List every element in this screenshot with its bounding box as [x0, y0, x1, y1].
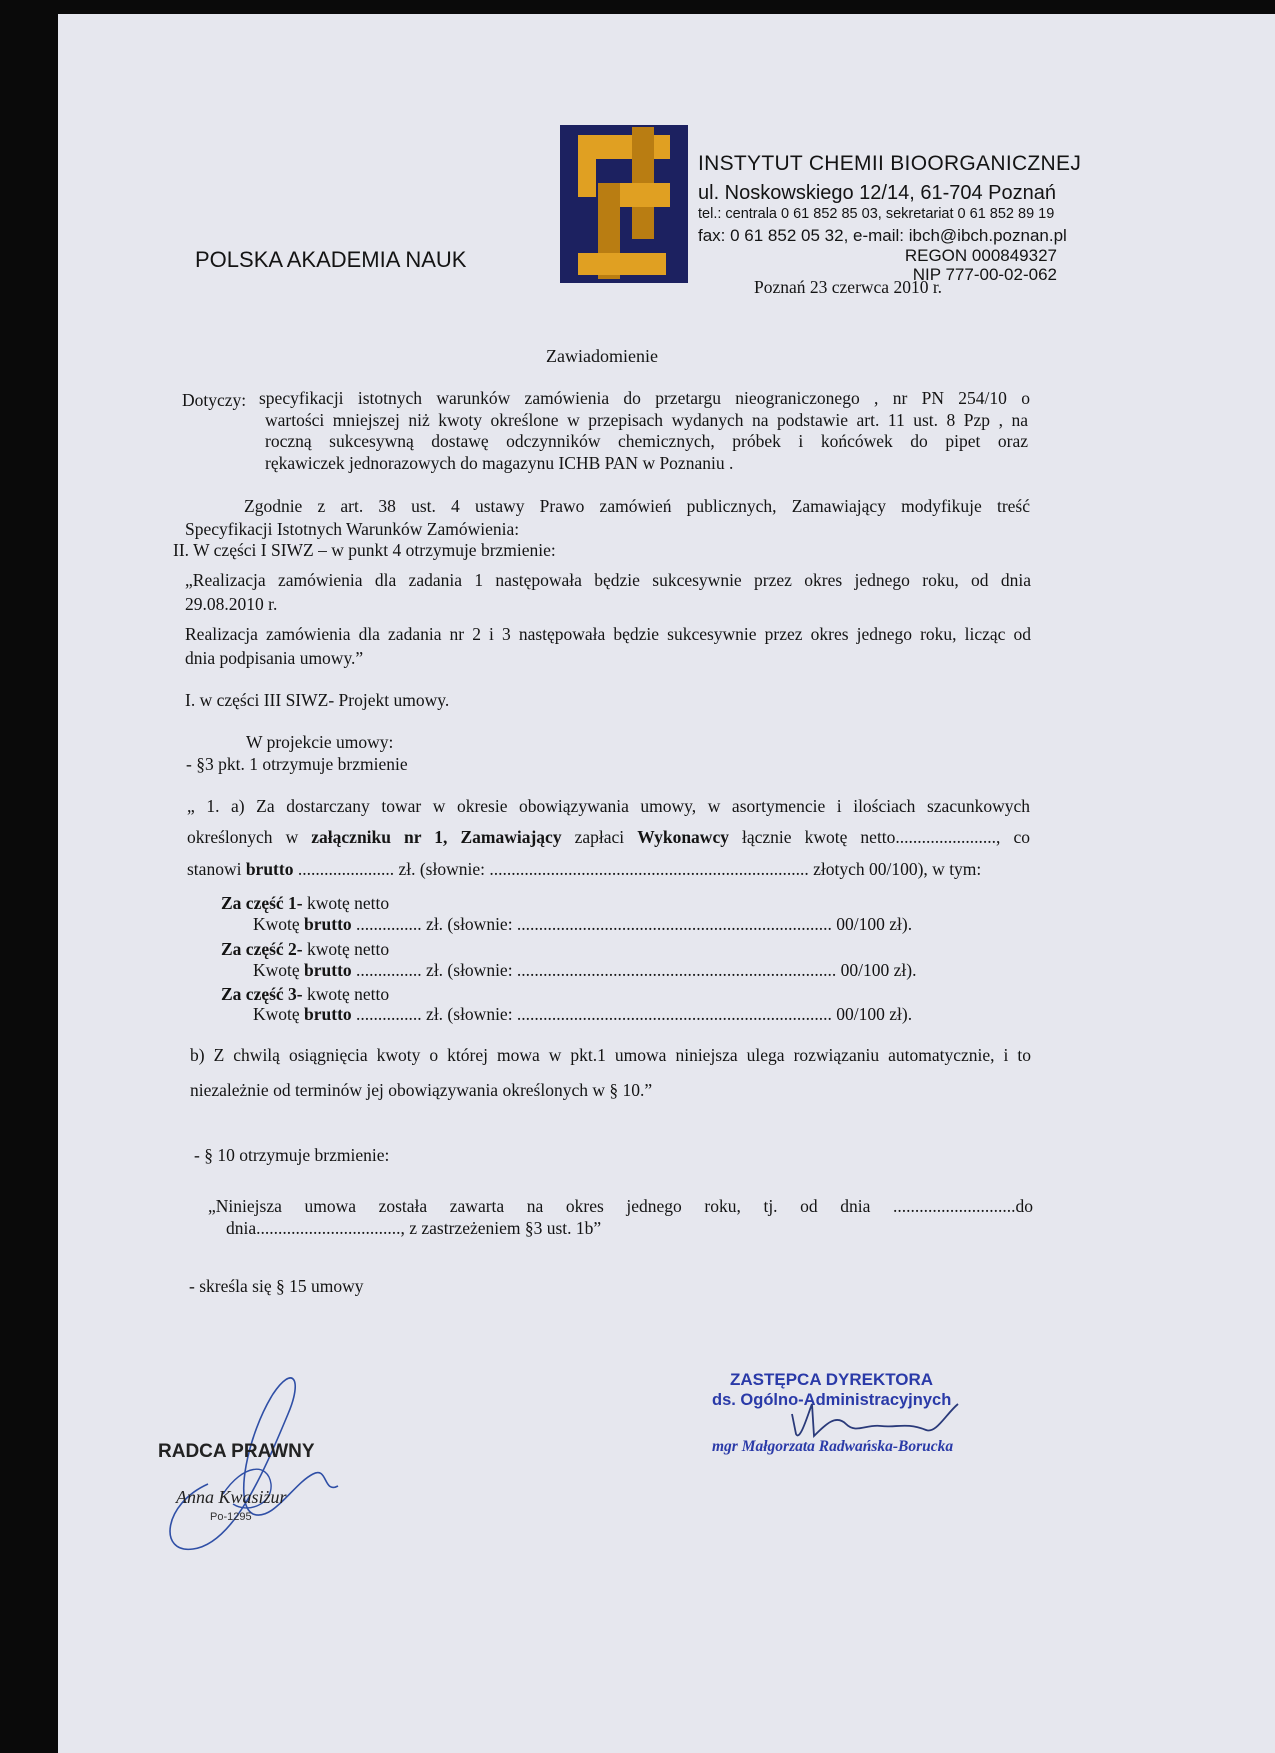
part-3-label: Za część 3- kwotę netto: [221, 984, 390, 1004]
quote2-line-2: dnia podpisania umowy.”: [185, 648, 364, 668]
part3-project: W projekcie umowy:: [246, 732, 394, 752]
subject-line-1: specyfikacji istotnych warunków zamówienia do przetargu nieograniczonego , nr PN 254/10 o: [259, 388, 1030, 408]
document-page: [58, 14, 1275, 1753]
par15: - skreśla się § 15 umowy: [189, 1276, 364, 1296]
intro-line-1: Zgodnie z art. 38 ust. 4 ustawy Prawo zamówień publicznych, Zamawiający modyfikuje treść: [244, 496, 1030, 516]
institute-phone: tel.: centrala 0 61 852 85 03, sekretariat 0 61 852 89 19: [698, 206, 1055, 222]
academy-name: POLSKA AKADEMIA NAUK: [195, 247, 467, 272]
document-title: Zawiadomienie: [546, 346, 658, 366]
par10-line-1: „Niniejsza umowa została zawarta na okres jednego roku, tj. od dnia ............................do: [208, 1196, 1033, 1216]
quote1-line-1: „Realizacja zamówienia dla zadania 1 następowała będzie sukcesywnie przez okres jednego roku, od dnia: [185, 570, 1031, 590]
right-stamp-line-1: ZASTĘPCA DYREKTORA: [730, 1370, 934, 1389]
clause1-line-1: „ 1. a) Za dostarczany towar w okresie obowiązywania umowy, w asortymencie i ilościach szacunkowych: [187, 796, 1030, 816]
part-2-label: Za część 2- kwotę netto: [221, 939, 390, 959]
clause-b-line-2: niezależnie od terminów jej obowiązywania określonych w § 10.”: [190, 1080, 653, 1100]
quote2-line-1: Realizacja zamówienia dla zadania nr 2 i 3 następowała będzie sukcesywnie przez okres jednego roku, licząc od: [185, 624, 1031, 644]
part-1-amount: Kwotę brutto ............... zł. (słownie: ........................................................................ 00/100 zł).: [253, 914, 913, 934]
subject-line-3: roczną sukcesywną dostawę odczynników chemicznych, próbek i końcówek do pipet oraz: [265, 431, 1028, 451]
par10-heading: - § 10 otrzymuje brzmienie:: [194, 1145, 390, 1165]
subject-label: Dotyczy:: [182, 390, 247, 410]
right-stamp-line-2: ds. Ogólno-Administracyjnych: [712, 1391, 952, 1409]
par10-line-2: dnia................................., z zastrzeżeniem §3 ust. 1b”: [226, 1218, 602, 1238]
subject-line-4: rękawiczek jednorazowych do magazynu ICHB PAN w Poznaniu .: [265, 453, 734, 473]
part-3-amount: Kwotę brutto ............... zł. (słownie: ........................................................................ 00/100 zł).: [253, 1004, 913, 1024]
nip: NIP 777-00-02-062: [912, 265, 1057, 284]
intro-point-ii: II. W części I SIWZ – w punkt 4 otrzymuje brzmienie:: [173, 540, 556, 560]
part-1-label: Za część 1- kwotę netto: [221, 893, 390, 913]
subject-line-2: wartości mniejszej niż kwoty określone w przepisach wydanych na podstawie art. 11 ust. 8 Pzp , na: [265, 410, 1028, 430]
part3-par3: - §3 pkt. 1 otrzymuje brzmienie: [186, 754, 408, 774]
quote1-line-2: 29.08.2010 r.: [185, 594, 278, 614]
left-signature-number: Po-1295: [210, 1511, 252, 1523]
clause1-line-2: określonych w załączniku nr 1, Zamawiający zapłaci Wykonawcy łącznie kwotę netto......................., co: [187, 827, 1030, 847]
left-signature-title: RADCA PRAWNY: [158, 1441, 315, 1462]
left-signature-name: Anna Kwasiżur: [176, 1487, 287, 1507]
institute-address: ul. Noskowskiego 12/14, 61-704 Poznań: [698, 182, 1057, 204]
intro-line-2: Specyfikacji Istotnych Warunków Zamówienia:: [185, 519, 520, 539]
institute-logo: [560, 125, 688, 283]
institute-name: INSTYTUT CHEMII BIOORGANICZNEJ: [698, 152, 1082, 175]
clause1-line-3: stanowi brutto ...................... zł. (słownie: ......................................................................... złotych 00/100), w tym:: [187, 859, 982, 879]
part-2-amount: Kwotę brutto ............... zł. (słownie: ......................................................................... 00/100 zł).: [253, 960, 917, 980]
part3-heading: I. w części III SIWZ- Projekt umowy.: [185, 690, 450, 710]
institute-fax-email: fax: 0 61 852 05 32, e-mail: ibch@ibch.poznan.pl: [698, 226, 1067, 245]
right-stamp-name: mgr Małgorzata Radwańska-Borucka: [712, 1438, 954, 1455]
clause-b-line-1: b) Z chwilą osiągnięcia kwoty o której mowa w pkt.1 umowa niniejsza ulega rozwiązaniu automatycznie, i to: [190, 1045, 1031, 1065]
place-date: Poznań 23 czerwca 2010 r.: [754, 277, 943, 297]
regon: REGON 000849327: [904, 246, 1057, 265]
